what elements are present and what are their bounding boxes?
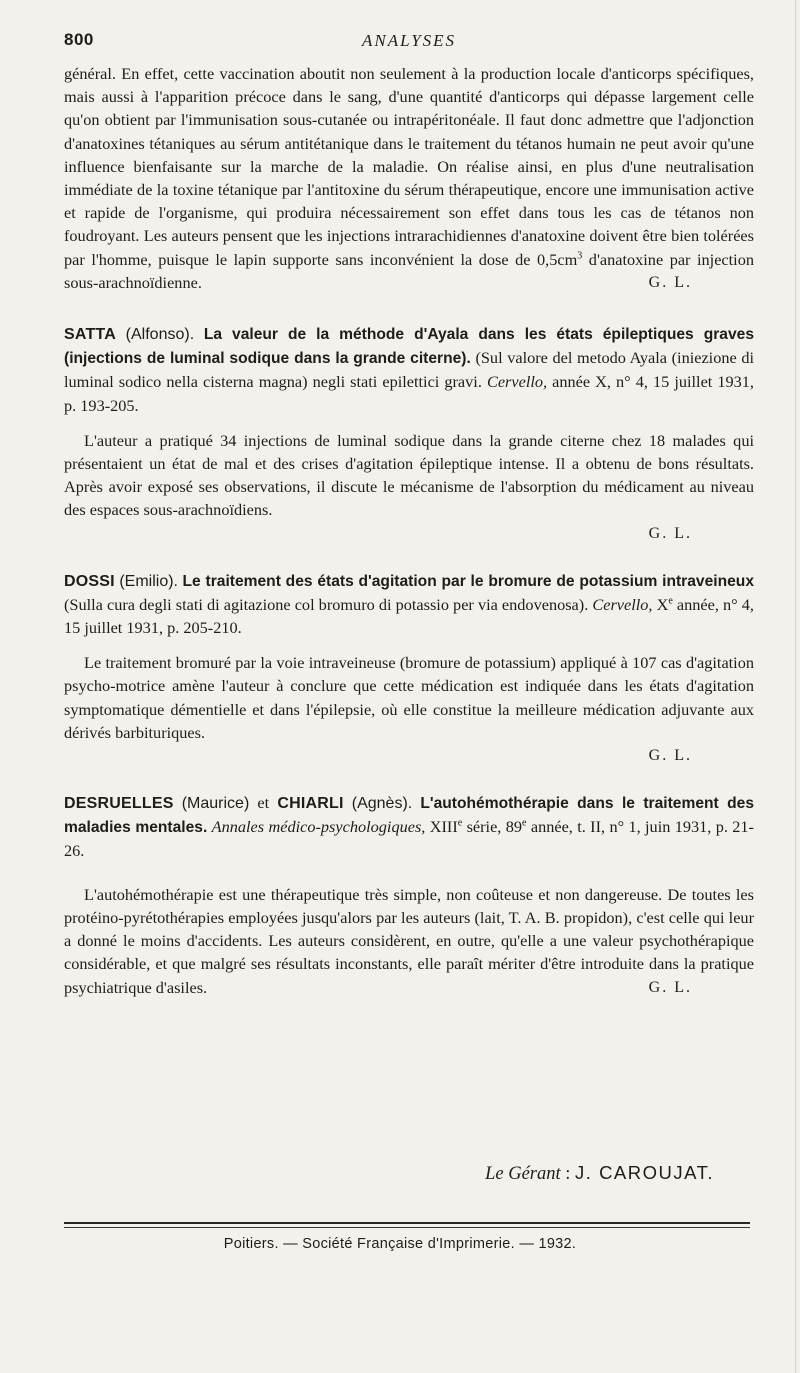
- entry-author-given: (Emilio).: [119, 572, 178, 590]
- entry-series-superscript: e: [457, 817, 463, 829]
- entry-heading: [64, 569, 754, 640]
- entry-year-number: 89: [501, 817, 523, 837]
- entry-journal: Cervello,: [592, 594, 653, 614]
- entry-original-title: (Sul valore del metodo Ayala (iniezione di luminal sodico nella cisterna magna) negli stati epilettici gravi.: [64, 348, 755, 392]
- entry-signature: G. L.: [648, 747, 692, 765]
- entry-second-author-given: (Agnès).: [351, 795, 413, 813]
- review-entry-dossi: [64, 569, 754, 767]
- running-title: ANALYSES: [361, 31, 457, 50]
- entry-signature: G. L.: [648, 524, 692, 542]
- page-content: [64, 62, 754, 999]
- footer-rule-thin: [64, 1227, 750, 1228]
- page-number: 800: [64, 30, 94, 49]
- entry-series-tail: série,: [462, 817, 502, 837]
- review-entry-desruelles-chiarli: [64, 791, 754, 999]
- entry-author-given: (Alfonso).: [125, 326, 195, 344]
- manager-separator: :: [560, 1164, 576, 1184]
- entry-second-author: CHIARLI: [277, 795, 344, 813]
- footer-rule-thick: [64, 1222, 750, 1224]
- manager-name: J. CAROUJAT.: [575, 1162, 714, 1183]
- entry-author-conjunction: et: [249, 793, 278, 813]
- entry-author-given: (Maurice): [181, 795, 250, 813]
- entry-journal: Cervello,: [486, 372, 548, 392]
- intro-superscript: 3: [577, 250, 583, 262]
- entry-author: DESRUELLES: [64, 795, 174, 813]
- entry-body: Le traitement bromuré par la voie intraveineuse (bromure de potassium) appliqué à 107 cas d'agitation psycho-motrice amène l'auteur à conclure que cette médication est indiquée dans les états d'agitation symptomatique démentielle et dans l'épilepsie, où elle constitue la meilleure médication adjuvante aux dérivés barbituriques.: [64, 653, 754, 742]
- entry-author: DOSSI: [64, 572, 115, 590]
- entry-heading: [64, 791, 754, 863]
- entry-citation-pre: X: [652, 594, 669, 614]
- entry-citation: année, n° 4, 15 juillet 1931, p. 205-210.: [64, 594, 754, 638]
- manager-label: Le Gérant: [485, 1164, 561, 1184]
- intro-text-end: d'anatoxine par injection sous-arachnoïdienne.: [64, 249, 754, 292]
- intro-text: général. En effet, cette vaccination aboutit non seulement à la production locale d'anticorps spécifiques, mais aussi à l'apparition précoce dans le sang, d'une quantité d'anticorps qui dépasse largement celle qu'on obtient par l'immunisation sous-cutanée ou intrapéritonéale. Il faut donc admettre que l'adjonction d'anatoxines tétaniques au sérum antitétanique dans le traitement du tétanos humain ne peut avoir qu'une influence bienfaisante sur la marche de la maladie. On réalise ainsi, en plus d'une neutralisation immédiate de la toxine tétanique par l'antitoxine du sérum thérapeutique, encore une immunisation active et rapide de l'organisme, qui produira nécessairement son effet dans tous les cas de tétanos non foudroyant. Les auteurs pensent que les injections intrarachidiennes d'anatoxine doivent être bien tolérées par l'homme, puisque le lapin supporte sans inconvénient la dose de 0,5cm: [64, 64, 754, 269]
- entry-citation-superscript: e: [668, 595, 673, 607]
- page-header: [64, 30, 754, 54]
- manager-signature: [485, 1162, 714, 1185]
- review-entry-satta: [64, 322, 754, 545]
- intro-paragraph: [64, 62, 754, 294]
- entry-original-title: (Sulla cura degli stati di agitazione col bromuro di potassio per via endovenosa).: [64, 594, 589, 614]
- entry-author: SATTA: [64, 326, 116, 344]
- entry-citation: année X, n° 4, 15 juillet 1931, p. 193-205.: [64, 372, 755, 415]
- entry-title: L'autohémothérapie dans le traitement des maladies mentales.: [64, 795, 755, 837]
- entry-body-text: L'autohémothérapie est une thérapeutique très simple, non coûteuse et non dangereuse. De toutes les protéino-pyrétothérapies employées jusqu'alors par les auteurs (lait, T. A. B. propidon), c'est celle qui leur a donné le moins d'accidents. Les auteurs considèrent, en outre, qu'elle a une valeur psychothérapique considérable, et que malgré ses résultats inconstants, elle paraît mériter d'être introduite dans la pratique psychiatrique d'asiles.: [64, 884, 754, 997]
- entry-citation: année, t. II, n° 1, juin 1931, p. 21-26.: [64, 817, 754, 861]
- entry-journal: Annales médico-psychologiques,: [211, 817, 426, 837]
- intro-signature: G. L.: [648, 273, 692, 291]
- entry-year-superscript: e: [522, 817, 527, 829]
- page-edge-line: [795, 0, 796, 1373]
- entry-body: L'auteur a pratiqué 34 injections de luminal sodique dans la grande citerne chez 18 malades qui présentaient un état de mal et des crises d'agitation épileptique intense. Il a obtenu de bons résultats. Après avoir exposé ses observations, il discute le mécanisme de l'absorption du médicament au niveau des espaces sous-arachnoïdiens.: [64, 430, 754, 520]
- printer-imprint: Poitiers. — Société Française d'Imprimerie. — 1932.: [223, 1236, 577, 1252]
- entry-body: [64, 883, 754, 999]
- entry-signature: G. L.: [648, 978, 692, 996]
- entry-heading: [64, 322, 754, 417]
- entry-series: XIII: [425, 817, 458, 837]
- entry-title: La valeur de la méthode d'Ayala dans les états épileptiques graves (injections de luminal sodique dans la grande citerne).: [64, 326, 754, 368]
- entry-title: Le traitement des états d'agitation par le bromure de potassium intraveineux: [182, 572, 754, 590]
